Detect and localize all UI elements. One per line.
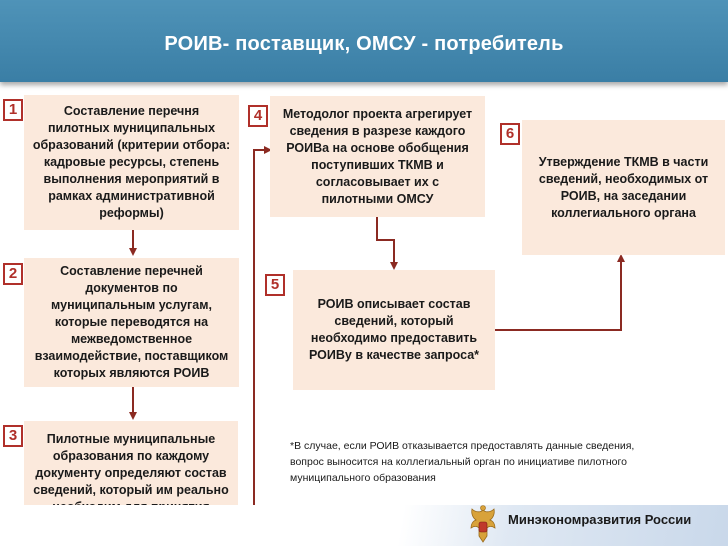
footnote-line: вопрос выносится на коллегиальный орган по инициативе пилотного <box>290 456 627 468</box>
step-1-line: выполнения мероприятий в <box>43 172 220 186</box>
arrow-3-to-4 <box>238 150 270 525</box>
step-6-line: коллегиального органа <box>551 205 696 220</box>
step-4-line: согласовывает их с <box>315 174 440 189</box>
step-4-line: Методолог проекта агрегирует <box>282 106 473 121</box>
step-box-2 <box>24 258 239 387</box>
step-2-line: которых являются РОИВ <box>53 366 210 380</box>
step-4-line: РОИВа на основе обобщения <box>286 140 469 155</box>
step-number-5: 5 <box>265 274 285 296</box>
step-number-3: 3 <box>3 425 23 447</box>
step-number-1: 1 <box>3 99 23 121</box>
step-2-line: Составление перечней <box>60 264 203 278</box>
step-5-line: РОИВ описывает состав <box>317 297 471 311</box>
step-2-line: муниципальным услугам, <box>51 298 212 312</box>
step-2-line: документов по <box>85 281 178 295</box>
arrow-4-to-5 <box>377 217 394 268</box>
step-number-6: 6 <box>500 123 520 145</box>
page-title: РОИВ- поставщик, ОМСУ - потребитель <box>164 33 564 55</box>
step-4-line: сведения в разрезе каждого <box>289 123 466 138</box>
step-1-line: рамках административной <box>48 189 215 203</box>
step-box-1 <box>24 95 239 230</box>
double-headed-eagle-emblem-icon <box>466 504 500 544</box>
footnote <box>290 438 715 486</box>
step-6-line: РОИВ, на заседании <box>560 188 687 203</box>
footnote-line: *В случае, если РОИВ отказывается предоставлять данные сведения, <box>290 440 635 452</box>
step-number-4: 4 <box>248 105 268 127</box>
step-box-4 <box>270 96 485 217</box>
step-5-line: необходимо предоставить <box>310 331 478 345</box>
step-5-line: сведений, который <box>334 314 454 328</box>
step-5-line: РОИВу в качестве запроса* <box>308 348 480 362</box>
step-2-line: которые переводятся на <box>54 315 209 329</box>
step-box-6 <box>522 120 725 255</box>
step-2-line: взаимодействие, поставщиком <box>34 349 229 363</box>
step-3-line: документу определяют состав <box>35 466 227 480</box>
step-3-line: образования по каждому <box>52 449 210 463</box>
step-3-line: сведений, который им реально <box>33 483 229 497</box>
step-4-line: пилотными ОМСУ <box>321 191 434 206</box>
step-box-5 <box>293 270 495 390</box>
step-1-line: кадровые ресурсы, степень <box>43 155 220 169</box>
step-4-line: поступивших ТКМВ и <box>311 157 444 172</box>
step-1-line: реформы) <box>99 206 164 220</box>
step-number-2: 2 <box>3 263 23 285</box>
step-2-line: межведомственное <box>70 332 193 346</box>
step-1-line: Составление перечня <box>63 104 200 118</box>
step-3-line: Пилотные муниципальные <box>46 432 216 446</box>
step-1-line: пилотных муниципальных <box>47 121 216 135</box>
ministry-name: Минэкономразвития России <box>508 512 692 527</box>
footnote-line: муниципального образования <box>290 472 436 484</box>
step-6-line: Утверждение ТКМВ в части <box>538 154 709 169</box>
arrow-5-to-6 <box>495 256 621 330</box>
step-6-line: сведений, необходимых от <box>538 171 709 186</box>
step-1-line: образований (критерии отбора: <box>32 138 231 152</box>
